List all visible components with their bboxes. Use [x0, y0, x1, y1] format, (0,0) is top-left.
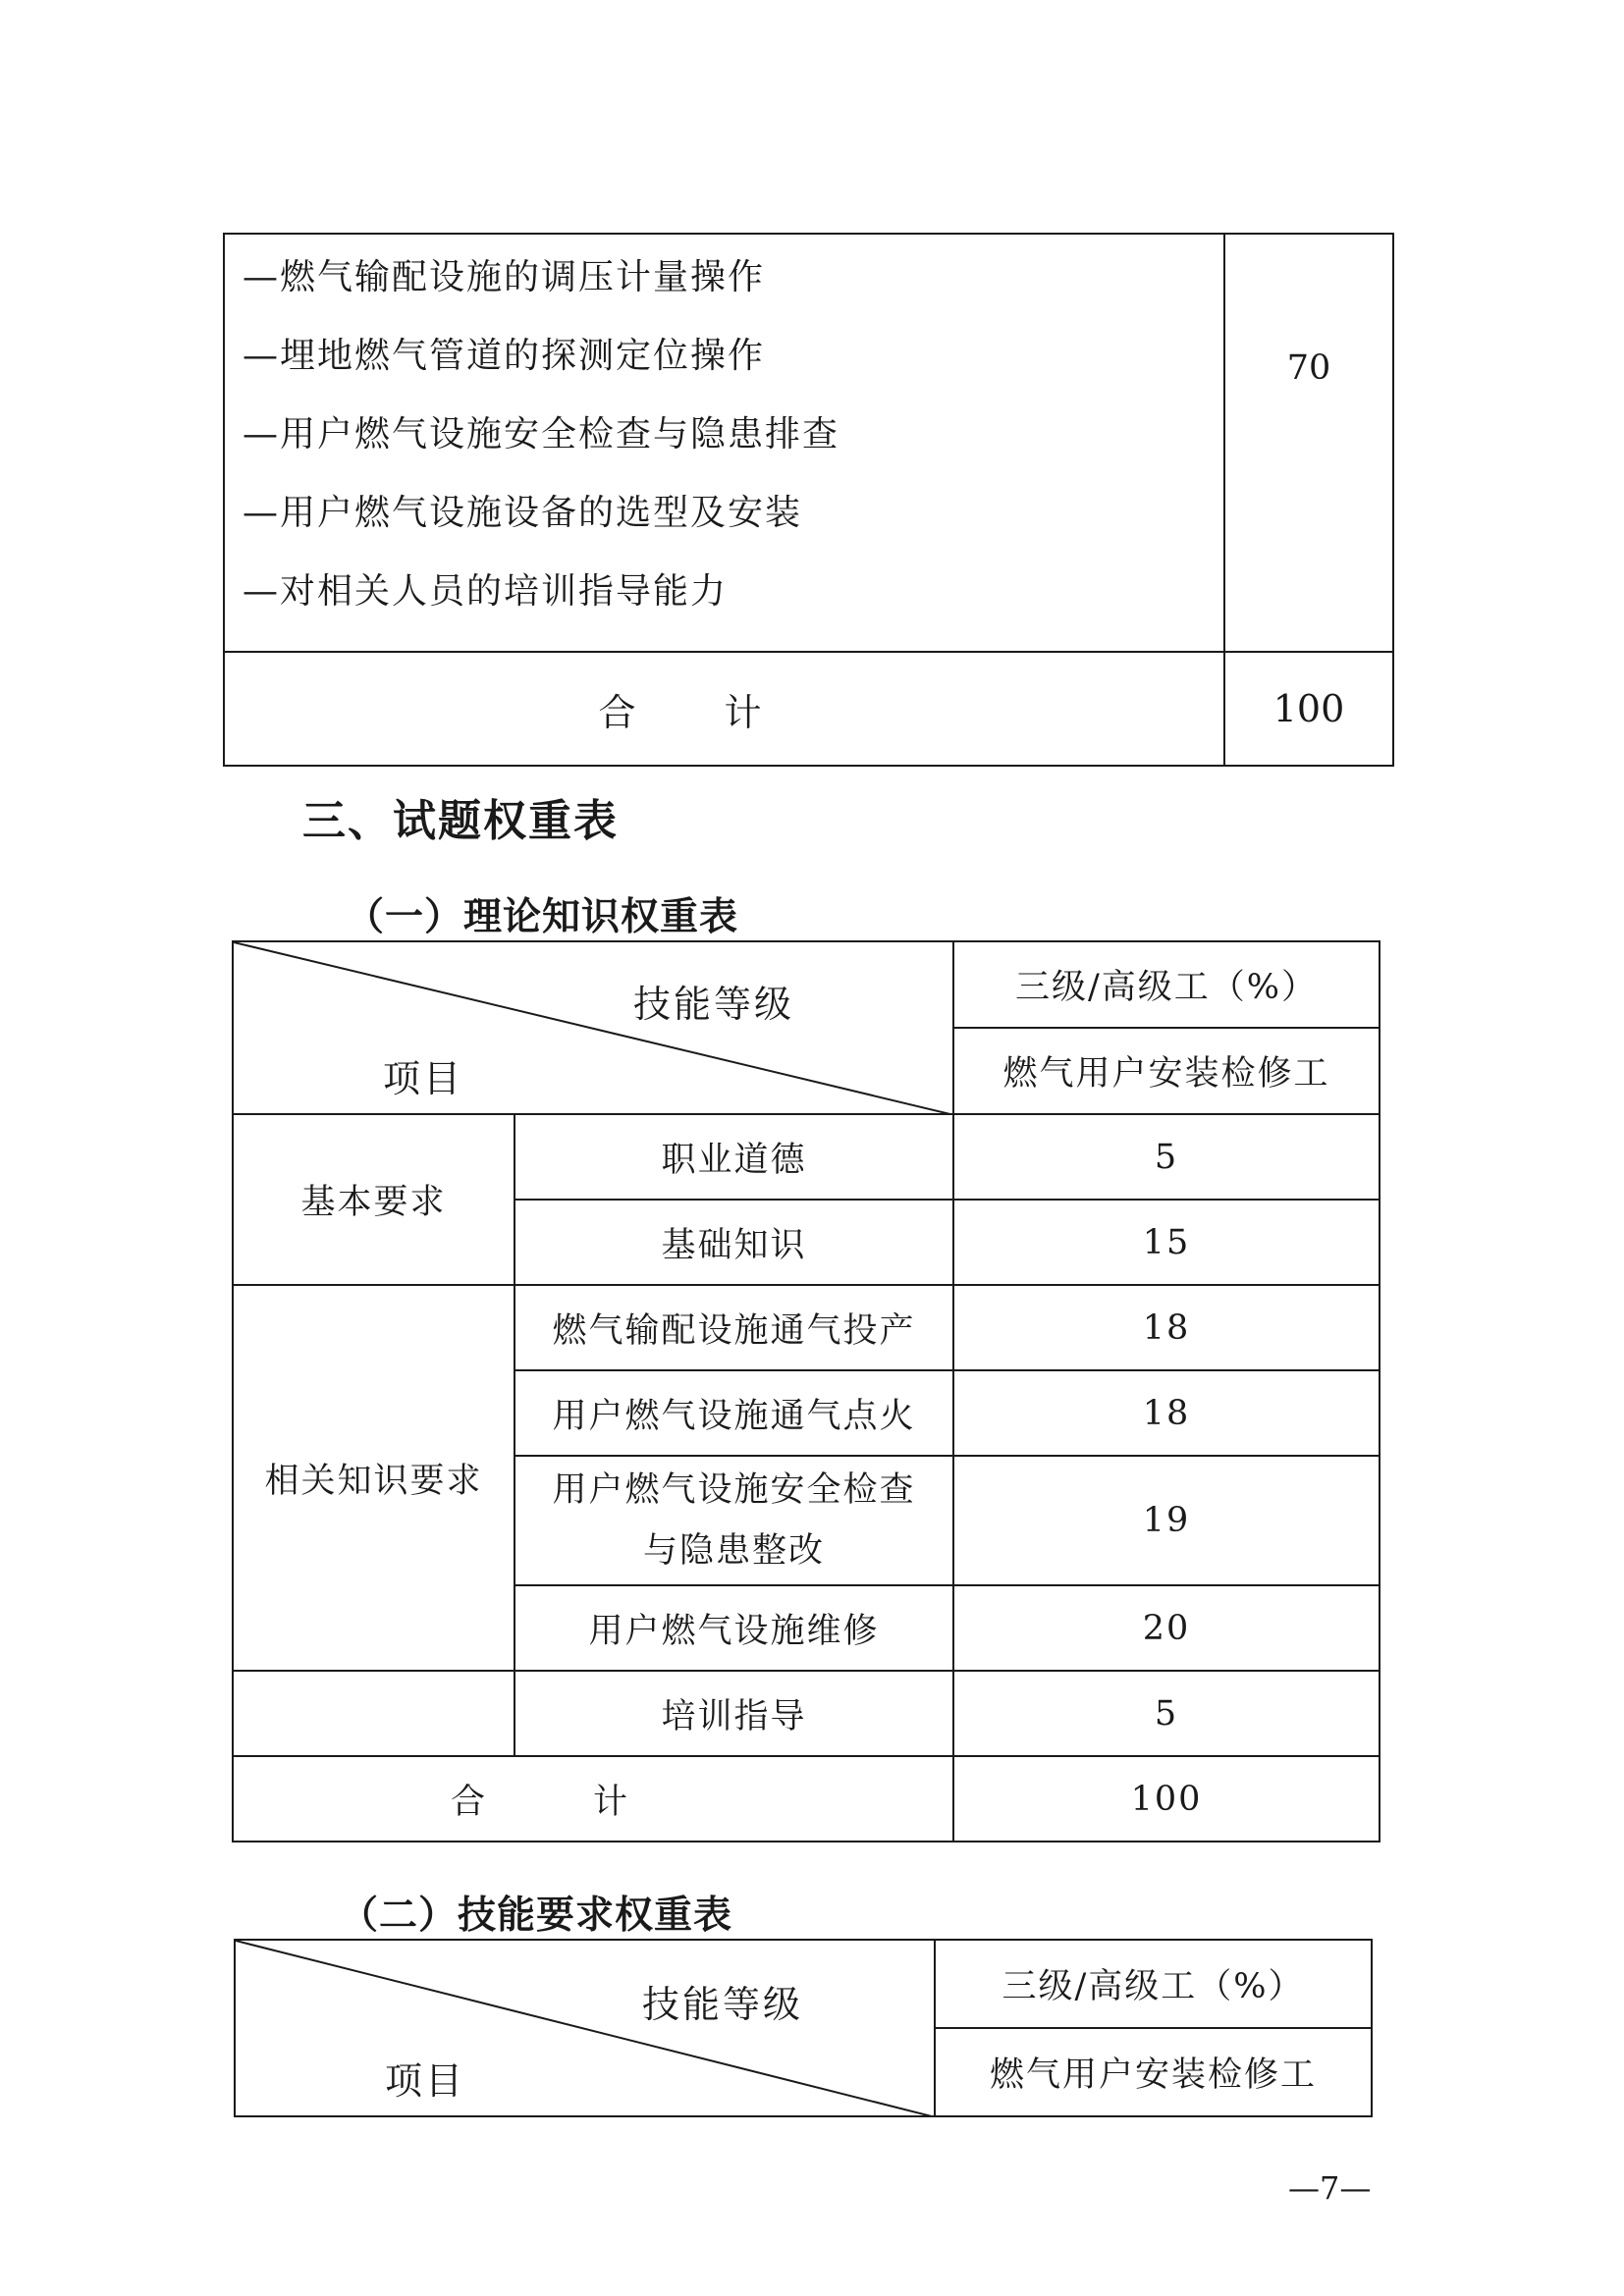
- skill-score: 70: [1224, 234, 1393, 652]
- page-number: —7—: [1288, 2169, 1372, 2207]
- skill-item: —用户燃气设施安全检查与隐患排查: [243, 414, 840, 454]
- total-value: 100: [1224, 652, 1393, 766]
- section-title: 三、试题权重表: [302, 796, 619, 846]
- row-label-line: 与隐患整改: [642, 1531, 825, 1571]
- skill-content-table: [223, 233, 1394, 767]
- skill-item: —燃气输配设施的调压计量操作: [243, 257, 766, 297]
- row-value: 18: [953, 1370, 1380, 1456]
- skill-weight-table: [234, 1939, 1373, 2117]
- header-grade: 三级/高级工（%）: [935, 1940, 1372, 2028]
- total-label: 合计: [224, 652, 1224, 766]
- row-value: 20: [953, 1585, 1380, 1671]
- total-label: 合计: [233, 1756, 953, 1842]
- row-value: 5: [953, 1671, 1380, 1756]
- row-label-line: 用户燃气设施安全检查: [552, 1470, 916, 1510]
- row-value: 5: [953, 1114, 1380, 1200]
- group-related: 相关知识要求: [233, 1285, 514, 1671]
- skill-item: —埋地燃气管道的探测定位操作: [243, 336, 766, 376]
- subsection-title-skill: （二）技能要求权重表: [340, 1894, 733, 1938]
- header-skill-level: 技能等级: [642, 1983, 804, 2026]
- row-value: 19: [953, 1456, 1380, 1585]
- header-skill-level: 技能等级: [633, 983, 795, 1026]
- header-item: 项目: [383, 1057, 464, 1100]
- diagonal-header-cell: [233, 941, 953, 1114]
- row-label: 培训指导: [514, 1671, 953, 1756]
- header-item: 项目: [385, 2059, 466, 2103]
- header-occupation: 燃气用户安装检修工: [935, 2028, 1372, 2116]
- row-value: 18: [953, 1285, 1380, 1370]
- group-basic: 基本要求: [233, 1114, 514, 1285]
- row-label: [514, 1456, 953, 1585]
- subsection-title-theory: （一）理论知识权重表: [346, 895, 739, 939]
- total-value: 100: [953, 1756, 1380, 1842]
- row-label: 用户燃气设施通气点火: [514, 1370, 953, 1456]
- theory-weight-table: [232, 940, 1380, 1842]
- skill-item: —用户燃气设施设备的选型及安装: [243, 493, 803, 533]
- header-occupation: 燃气用户安装检修工: [953, 1028, 1380, 1114]
- row-label: 燃气输配设施通气投产: [514, 1285, 953, 1370]
- diagonal-line: [236, 1941, 936, 2117]
- row-label: 用户燃气设施维修: [514, 1585, 953, 1671]
- row-label: 职业道德: [514, 1114, 953, 1200]
- skill-items-cell: [224, 234, 1224, 652]
- diagonal-header-cell: [235, 1940, 935, 2116]
- header-grade: 三级/高级工（%）: [953, 941, 1380, 1028]
- diagonal-line: [234, 942, 954, 1115]
- skill-item: —对相关人员的培训指导能力: [243, 571, 729, 612]
- row-label: 基础知识: [514, 1200, 953, 1285]
- group-empty: [233, 1671, 514, 1756]
- row-value: 15: [953, 1200, 1380, 1285]
